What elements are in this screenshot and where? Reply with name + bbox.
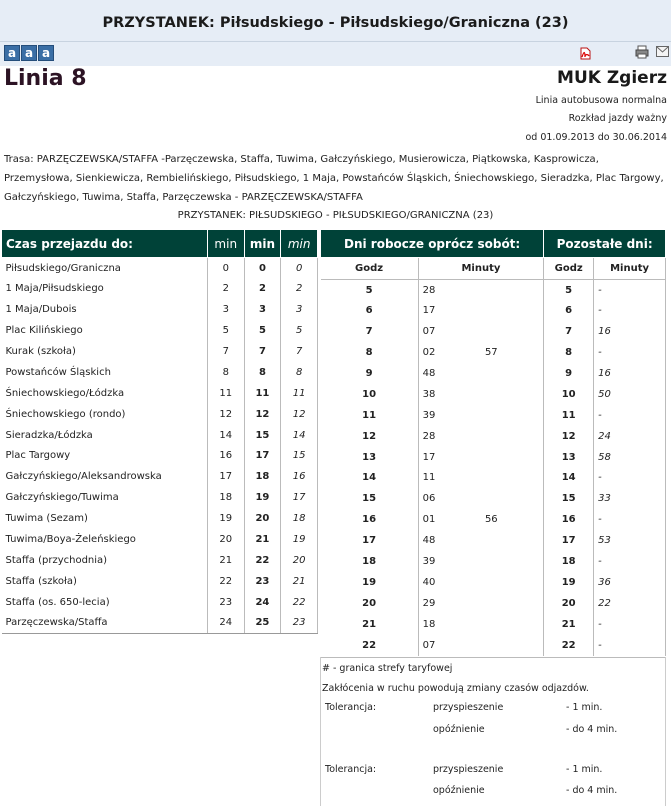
other-hour: 9 bbox=[544, 363, 594, 384]
weekday-hour: 21 bbox=[321, 614, 419, 635]
early-label-2: przyspieszenie bbox=[433, 764, 504, 775]
travel-row bbox=[2, 425, 318, 446]
schedule-row bbox=[321, 321, 666, 342]
weekday-minute-extra bbox=[481, 551, 544, 572]
weekday-hour: 15 bbox=[321, 488, 419, 509]
weekday-minute-extra bbox=[481, 614, 544, 635]
travel-stop-name: Piłsudskiego/Graniczna bbox=[2, 258, 208, 279]
travel-min-b: 7 bbox=[244, 341, 281, 362]
schedule-row bbox=[321, 280, 666, 301]
other-hour: 6 bbox=[544, 300, 594, 321]
schedule-row bbox=[321, 300, 666, 321]
travel-min-b: 8 bbox=[244, 362, 281, 383]
travel-min-c: 22 bbox=[281, 592, 318, 613]
travel-min-a: 8 bbox=[207, 362, 244, 383]
schedule-row bbox=[321, 593, 666, 614]
travel-row bbox=[2, 320, 318, 341]
travel-min-c: 8 bbox=[281, 362, 318, 383]
travel-stop-name: Staffa (os. 650-lecia) bbox=[2, 592, 208, 613]
late-label-1: opóźnienie bbox=[433, 724, 485, 735]
other-minute: 22 bbox=[594, 593, 666, 614]
email-icon[interactable] bbox=[656, 46, 669, 57]
route-description: Trasa: PARZĘCZEWSKA/STAFFA -Parzęczewska, Staffa, Tuwima, Gałczyńskiego, Musierowicza, Piątkowska, Kasprowicza, Przemysłowa, Sienkiewicza, Rembielińskiego, Piłsudskiego, 1 Maja, Powstańców Śląskich, Śniechowskiego, Sieradzka, Plac Targowy, Gałczyńskiego, Tuwima, Staffa, Parzęczewska - PARZĘCZEWSKA/STAFFA bbox=[4, 154, 664, 203]
schedule-row bbox=[321, 384, 666, 405]
weekday-hour: 12 bbox=[321, 426, 419, 447]
weekday-minute-extra: 57 bbox=[481, 342, 544, 363]
pdf-icon[interactable] bbox=[579, 47, 591, 60]
travel-min-b: 3 bbox=[244, 299, 281, 320]
tolerance-label-2: Tolerancja: bbox=[325, 764, 377, 775]
schedule-row bbox=[321, 509, 666, 530]
travel-stop-name: Gałczyńskiego/Aleksandrowska bbox=[2, 466, 208, 487]
travel-min-a: 3 bbox=[207, 299, 244, 320]
tolerance-label-1: Tolerancja: bbox=[325, 702, 377, 713]
other-minute: - bbox=[594, 342, 666, 363]
travel-row bbox=[2, 571, 318, 592]
other-hour: 8 bbox=[544, 342, 594, 363]
travel-stop-name: Śniechowskiego/Łódzka bbox=[2, 383, 208, 404]
other-minute: - bbox=[594, 551, 666, 572]
schedule-row bbox=[321, 572, 666, 593]
travel-min-b: 15 bbox=[244, 425, 281, 446]
weekday-minute-extra bbox=[481, 468, 544, 489]
travel-stop-name: Staffa (szkoła) bbox=[2, 571, 208, 592]
other-minute: - bbox=[594, 280, 666, 301]
schedule-row bbox=[321, 614, 666, 635]
travel-header-min-c: min bbox=[281, 230, 318, 258]
weekday-hour: 11 bbox=[321, 405, 419, 426]
weekday-header: Dni robocze oprócz sobót: bbox=[321, 230, 544, 258]
travel-min-b: 24 bbox=[244, 592, 281, 613]
travel-min-a: 17 bbox=[207, 466, 244, 487]
other-hour: 11 bbox=[544, 405, 594, 426]
travel-row bbox=[2, 341, 318, 362]
travel-min-c: 7 bbox=[281, 341, 318, 362]
travel-stop-name: Tuwima (Sezam) bbox=[2, 508, 208, 529]
weekday-minute-extra bbox=[481, 384, 544, 405]
travel-min-b: 21 bbox=[244, 529, 281, 550]
other-hour: 13 bbox=[544, 447, 594, 468]
other-hour: 5 bbox=[544, 280, 594, 301]
other-hour: 14 bbox=[544, 468, 594, 489]
travel-min-a: 5 bbox=[207, 320, 244, 341]
line-title: Linia 8 bbox=[4, 66, 87, 91]
weekday-minute: 28 bbox=[422, 430, 436, 442]
travel-row bbox=[2, 362, 318, 383]
weekday-minute-extra bbox=[481, 280, 544, 301]
travel-stop-name: Tuwima/Boya-Żeleńskiego bbox=[2, 529, 208, 550]
travel-row bbox=[2, 613, 318, 634]
weekday-minute: 07 bbox=[422, 326, 436, 338]
travel-stop-name: Śniechowskiego (rondo) bbox=[2, 404, 208, 425]
early-label-1: przyspieszenie bbox=[433, 702, 504, 713]
travel-min-a: 16 bbox=[207, 446, 244, 467]
travel-min-a: 19 bbox=[207, 508, 244, 529]
travel-min-c: 3 bbox=[281, 299, 318, 320]
weekday-minute: 38 bbox=[422, 388, 436, 400]
travel-min-a: 22 bbox=[207, 571, 244, 592]
travel-min-c: 11 bbox=[281, 383, 318, 404]
other-minute: - bbox=[594, 614, 666, 635]
other-hour: 16 bbox=[544, 509, 594, 530]
travel-stop-name: Powstańców Śląskich bbox=[2, 362, 208, 383]
late-value-2: - do 4 min. bbox=[566, 785, 618, 796]
other-days-header: Pozostałe dni: bbox=[544, 230, 666, 258]
font-medium-button[interactable]: a bbox=[21, 45, 37, 61]
weekday-minute-extra bbox=[481, 447, 544, 468]
travel-header-stop: Czas przejazdu do: bbox=[2, 230, 208, 258]
travel-min-b: 5 bbox=[244, 320, 281, 341]
travel-min-a: 24 bbox=[207, 613, 244, 634]
disruption-note: Zakłócenia w ruchu powodują zmiany czasów odjazdów. bbox=[322, 683, 589, 694]
travel-min-c: 16 bbox=[281, 466, 318, 487]
weekday-hour: 10 bbox=[321, 384, 419, 405]
early-value-1: - 1 min. bbox=[566, 702, 603, 713]
travel-row bbox=[2, 383, 318, 404]
travel-min-b: 2 bbox=[244, 278, 281, 299]
weekday-hour: 13 bbox=[321, 447, 419, 468]
travel-min-c: 21 bbox=[281, 571, 318, 592]
stop-caption-number: (23) bbox=[472, 210, 494, 221]
weekday-minute: 40 bbox=[422, 576, 436, 588]
travel-stop-name: Plac Kilińskiego bbox=[2, 320, 208, 341]
line-type: Linia autobusowa normalna bbox=[535, 95, 667, 106]
other-minutes-label: Minuty bbox=[594, 258, 666, 280]
weekday-hour: 22 bbox=[321, 635, 419, 656]
travel-header-min-b: min bbox=[244, 230, 281, 258]
other-hour: 19 bbox=[544, 572, 594, 593]
schedule-row bbox=[321, 363, 666, 384]
travel-row bbox=[2, 487, 318, 508]
schedule-row bbox=[321, 530, 666, 551]
travel-row bbox=[2, 592, 318, 613]
travel-header-min-a: min bbox=[207, 230, 244, 258]
other-minute: 58 bbox=[594, 447, 666, 468]
late-value-1: - do 4 min. bbox=[566, 724, 618, 735]
font-size-buttons bbox=[4, 45, 54, 61]
travel-row bbox=[2, 404, 318, 425]
other-minute: 33 bbox=[594, 488, 666, 509]
travel-min-b: 23 bbox=[244, 571, 281, 592]
other-minute: 16 bbox=[594, 363, 666, 384]
travel-min-a: 14 bbox=[207, 425, 244, 446]
travel-min-b: 11 bbox=[244, 383, 281, 404]
weekday-hour: 8 bbox=[321, 342, 419, 363]
travel-min-b: 17 bbox=[244, 446, 281, 467]
travel-min-b: 12 bbox=[244, 404, 281, 425]
travel-stop-name: Sieradzka/Łódzka bbox=[2, 425, 208, 446]
travel-row bbox=[2, 299, 318, 320]
travel-min-a: 23 bbox=[207, 592, 244, 613]
travel-min-c: 5 bbox=[281, 320, 318, 341]
other-hour-label: Godz bbox=[544, 258, 594, 280]
other-hour: 10 bbox=[544, 384, 594, 405]
weekday-minute-extra bbox=[481, 530, 544, 551]
travel-row bbox=[2, 446, 318, 467]
other-minute: 36 bbox=[594, 572, 666, 593]
notes-right-border bbox=[665, 657, 666, 806]
weekday-hour: 18 bbox=[321, 551, 419, 572]
notes-left-border bbox=[320, 657, 321, 806]
weekday-minute-extra bbox=[481, 426, 544, 447]
other-minute: - bbox=[594, 468, 666, 489]
travel-min-a: 11 bbox=[207, 383, 244, 404]
travel-min-c: 12 bbox=[281, 404, 318, 425]
weekday-minute: 17 bbox=[422, 305, 436, 317]
travel-min-c: 14 bbox=[281, 425, 318, 446]
weekday-minute: 29 bbox=[422, 597, 436, 609]
weekday-minute: 48 bbox=[422, 368, 436, 379]
font-small-button[interactable]: a bbox=[4, 45, 20, 61]
early-value-2: - 1 min. bbox=[566, 764, 603, 775]
validity-range: od 01.09.2013 do 30.06.2014 bbox=[525, 132, 667, 143]
schedule-row bbox=[321, 635, 666, 656]
other-minute: 53 bbox=[594, 530, 666, 551]
company-name: MUK Zgierz bbox=[557, 68, 667, 88]
travel-row bbox=[2, 529, 318, 550]
weekday-hour: 6 bbox=[321, 300, 419, 321]
other-hour: 15 bbox=[544, 488, 594, 509]
weekday-hour: 14 bbox=[321, 468, 419, 489]
other-hour: 7 bbox=[544, 321, 594, 342]
page-header bbox=[0, 0, 671, 42]
travel-stop-name: 1 Maja/Dubois bbox=[2, 299, 208, 320]
stop-caption bbox=[0, 210, 671, 221]
travel-stop-name: 1 Maja/Piłsudskiego bbox=[2, 278, 208, 299]
weekday-minute-extra bbox=[481, 363, 544, 384]
weekday-minute: 48 bbox=[422, 535, 436, 547]
travel-row bbox=[2, 278, 318, 299]
schedule-row bbox=[321, 488, 666, 509]
travel-stop-name: Kurak (szkoła) bbox=[2, 341, 208, 362]
travel-min-b: 19 bbox=[244, 487, 281, 508]
weekday-hour: 7 bbox=[321, 321, 419, 342]
weekday-hour: 9 bbox=[321, 363, 419, 384]
travel-min-c: 15 bbox=[281, 446, 318, 467]
other-minute: 16 bbox=[594, 321, 666, 342]
travel-stop-name: Gałczyńskiego/Tuwima bbox=[2, 487, 208, 508]
weekday-hour: 17 bbox=[321, 530, 419, 551]
travel-row bbox=[2, 466, 318, 487]
weekday-minute: 39 bbox=[422, 556, 436, 568]
weekday-hour: 20 bbox=[321, 593, 419, 614]
other-hour: 22 bbox=[544, 635, 594, 656]
weekday-minute: 11 bbox=[422, 472, 436, 484]
weekday-minute: 02 bbox=[422, 347, 436, 359]
validity-label: Rozkład jazdy ważny bbox=[568, 113, 667, 124]
weekday-minute: 28 bbox=[422, 284, 436, 296]
travel-row bbox=[2, 508, 318, 529]
travel-min-a: 0 bbox=[207, 258, 244, 279]
travel-min-c: 18 bbox=[281, 508, 318, 529]
other-hour: 17 bbox=[544, 530, 594, 551]
schedule-table bbox=[320, 229, 666, 656]
other-minute: - bbox=[594, 300, 666, 321]
weekday-minute-extra bbox=[481, 321, 544, 342]
other-hour: 20 bbox=[544, 593, 594, 614]
late-label-2: opóźnienie bbox=[433, 785, 485, 796]
weekday-hour: 16 bbox=[321, 509, 419, 530]
schedule-row bbox=[321, 447, 666, 468]
weekday-minute: 06 bbox=[422, 493, 436, 505]
weekday-minute: 17 bbox=[422, 451, 436, 463]
weekday-minute: 01 bbox=[422, 514, 436, 526]
font-large-button[interactable]: a bbox=[38, 45, 54, 61]
travel-stop-name: Staffa (przychodnia) bbox=[2, 550, 208, 571]
print-icon[interactable] bbox=[635, 45, 649, 59]
travel-min-b: 18 bbox=[244, 466, 281, 487]
travel-min-b: 25 bbox=[244, 613, 281, 634]
weekday-minute-extra bbox=[481, 300, 544, 321]
other-minute: - bbox=[594, 509, 666, 530]
other-hour: 21 bbox=[544, 614, 594, 635]
schedule-row bbox=[321, 426, 666, 447]
schedule-row bbox=[321, 468, 666, 489]
weekday-minute-extra bbox=[481, 572, 544, 593]
weekday-minute: 18 bbox=[422, 618, 436, 630]
travel-time-table bbox=[1, 229, 318, 634]
other-hour: 12 bbox=[544, 426, 594, 447]
other-minute: - bbox=[594, 635, 666, 656]
weekday-minute: 39 bbox=[422, 409, 436, 421]
travel-min-b: 0 bbox=[244, 258, 281, 279]
stop-caption-name: PRZYSTANEK: PIŁSUDSKIEGO - PIŁSUDSKIEGO/GRANICZNA bbox=[177, 210, 470, 221]
travel-min-b: 22 bbox=[244, 550, 281, 571]
other-minute: 50 bbox=[594, 384, 666, 405]
travel-min-a: 21 bbox=[207, 550, 244, 571]
travel-row bbox=[2, 550, 318, 571]
weekday-minute-extra: 56 bbox=[481, 509, 544, 530]
other-minute: - bbox=[594, 405, 666, 426]
travel-min-c: 0 bbox=[281, 258, 318, 279]
travel-stop-name: Plac Targowy bbox=[2, 446, 208, 467]
weekday-minute-extra bbox=[481, 405, 544, 426]
travel-row bbox=[2, 258, 318, 279]
schedule-row bbox=[321, 405, 666, 426]
weekday-minute-extra bbox=[481, 635, 544, 656]
travel-min-a: 20 bbox=[207, 529, 244, 550]
travel-min-b: 20 bbox=[244, 508, 281, 529]
travel-min-c: 17 bbox=[281, 487, 318, 508]
weekday-minutes-label: Minuty bbox=[418, 258, 544, 280]
schedule-row bbox=[321, 342, 666, 363]
schedule-row bbox=[321, 551, 666, 572]
weekday-minute: 07 bbox=[422, 639, 436, 651]
travel-min-a: 12 bbox=[207, 404, 244, 425]
travel-min-c: 23 bbox=[281, 613, 318, 634]
travel-min-c: 19 bbox=[281, 529, 318, 550]
weekday-hour: 19 bbox=[321, 572, 419, 593]
other-hour: 18 bbox=[544, 551, 594, 572]
other-minute: 24 bbox=[594, 426, 666, 447]
weekday-hour-label: Godz bbox=[321, 258, 419, 280]
travel-stop-name: Parzęczewska/Staffa bbox=[2, 613, 208, 634]
page-title: PRZYSTANEK: Piłsudskiego - Piłsudskiego/Graniczna (23) bbox=[102, 15, 569, 31]
weekday-hour: 5 bbox=[321, 280, 419, 301]
weekday-minute-extra bbox=[481, 488, 544, 509]
travel-min-c: 2 bbox=[281, 278, 318, 299]
zone-note: # - granica strefy taryfowej bbox=[322, 663, 453, 674]
travel-min-c: 20 bbox=[281, 550, 318, 571]
weekday-minute-extra bbox=[481, 593, 544, 614]
travel-min-a: 7 bbox=[207, 341, 244, 362]
travel-min-a: 18 bbox=[207, 487, 244, 508]
toolbar bbox=[0, 42, 671, 66]
travel-min-a: 2 bbox=[207, 278, 244, 299]
